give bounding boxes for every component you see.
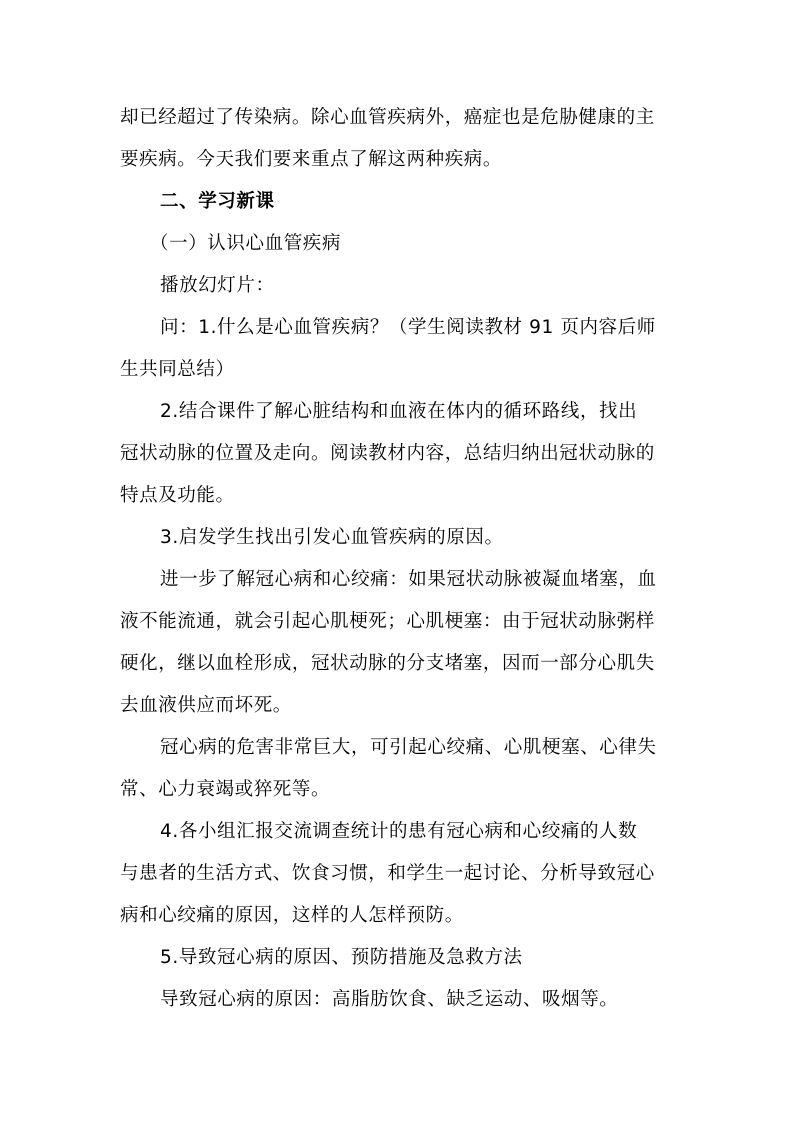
paragraph-line: 冠状动脉的位置及走向。阅读教材内容，总结归纳出冠状动脉的: [120, 443, 655, 464]
paragraph-line: 常、心力衰竭或猝死等。: [120, 779, 331, 800]
paragraph-line: 与患者的生活方式、饮食习惯，和学生一起讨论、分析导致冠心: [120, 863, 655, 884]
section-heading: 二、学习新课: [160, 191, 275, 212]
paragraph-line: 病和心绞痛的原因，这样的人怎样预防。: [120, 905, 464, 926]
paragraph-line: 问：1.什么是心血管疾病？（学生阅读教材 91 页内容后师: [160, 317, 656, 338]
paragraph-line: 却已经超过了传染病。除心血管疾病外，癌症也是危胁健康的主: [120, 107, 655, 128]
paragraph-line: 特点及功能。: [120, 485, 235, 506]
subsection-heading: （一）认识心血管疾病: [150, 233, 342, 254]
paragraph-line: 导致冠心病的原因：高脂肪饮食、缺乏运动、吸烟等。: [160, 989, 619, 1010]
paragraph-line: 生共同总结）: [120, 359, 235, 380]
paragraph-line: 去血液供应而坏死。: [120, 695, 292, 716]
paragraph-line: 播放幻灯片：: [160, 275, 275, 296]
paragraph-line: 3.启发学生找出引发心血管疾病的原因。: [160, 527, 504, 548]
paragraph-line: 进一步了解冠心病和心绞痛：如果冠状动脉被凝血堵塞，血: [160, 569, 657, 590]
paragraph-line: 2.结合课件了解心脏结构和血液在体内的循环路线，找出: [160, 401, 638, 422]
paragraph-line: 要疾病。今天我们要来重点了解这两种疾病。: [120, 149, 503, 170]
paragraph-line: 4.各小组汇报交流调查统计的患有冠心病和心绞痛的人数: [160, 821, 638, 842]
paragraph-line: 冠心病的危害非常巨大，可引起心绞痛、心肌梗塞、心律失: [160, 737, 657, 758]
paragraph-line: 液不能流通，就会引起心肌梗死；心肌梗塞：由于冠状动脉粥样: [120, 611, 655, 632]
paragraph-line: 硬化，继以血栓形成，冠状动脉的分支堵塞，因而一部分心肌失: [120, 653, 655, 674]
paragraph-line: 5.导致冠心病的原因、预防措施及急救方法: [160, 947, 523, 968]
